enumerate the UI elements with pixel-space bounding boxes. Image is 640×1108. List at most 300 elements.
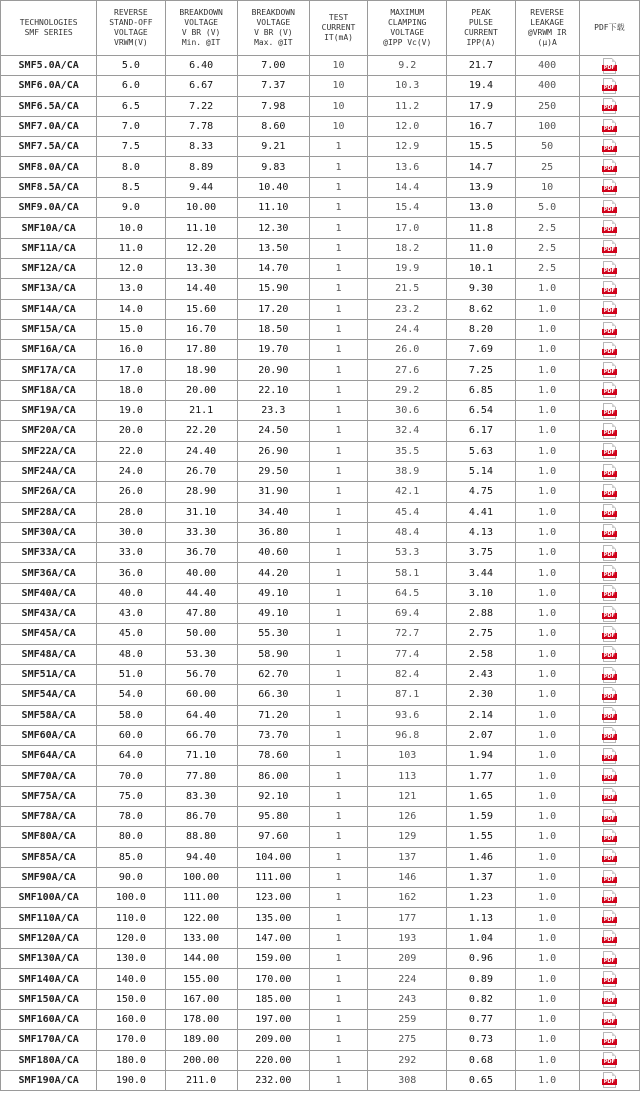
cell-model: SMF160A/CA xyxy=(1,1010,96,1029)
pdf-download-icon[interactable] xyxy=(603,342,616,358)
cell-reverse-leakage: 1.0 xyxy=(516,584,579,603)
pdf-download-cell xyxy=(580,827,639,846)
cell-stand-off-voltage: 75.0 xyxy=(97,787,164,806)
cell-stand-off-voltage: 13.0 xyxy=(97,279,164,298)
table-row xyxy=(1,685,639,704)
cell-reverse-leakage: 5.0 xyxy=(516,198,579,217)
cell-reverse-leakage: 1.0 xyxy=(516,726,579,745)
cell-breakdown-max: 12.30 xyxy=(238,218,309,237)
cell-clamping-voltage: 30.6 xyxy=(368,401,446,420)
cell-breakdown-max: 20.90 xyxy=(238,360,309,379)
table-row xyxy=(1,563,639,582)
cell-breakdown-min: 18.90 xyxy=(166,360,237,379)
pdf-icon-fold xyxy=(612,951,616,955)
cell-test-current: 1 xyxy=(310,584,367,603)
pdf-download-cell xyxy=(580,969,639,988)
pdf-download-icon[interactable] xyxy=(603,910,616,926)
table-row xyxy=(1,645,639,664)
pdf-download-icon[interactable] xyxy=(603,139,616,155)
cell-model: SMF150A/CA xyxy=(1,990,96,1009)
cell-stand-off-voltage: 110.0 xyxy=(97,908,164,927)
cell-test-current: 10 xyxy=(310,76,367,95)
pdf-download-icon[interactable] xyxy=(603,870,616,886)
cell-test-current: 1 xyxy=(310,462,367,481)
pdf-download-icon[interactable] xyxy=(603,261,616,277)
cell-breakdown-min: 28.90 xyxy=(166,482,237,501)
pdf-download-icon[interactable] xyxy=(603,403,616,419)
cell-reverse-leakage: 25 xyxy=(516,157,579,176)
pdf-icon-label: PDF xyxy=(603,978,615,984)
cell-reverse-leakage: 1.0 xyxy=(516,746,579,765)
cell-stand-off-voltage: 140.0 xyxy=(97,969,164,988)
pdf-icon-fold xyxy=(612,910,616,914)
pdf-download-cell xyxy=(580,56,639,75)
cell-clamping-voltage: 77.4 xyxy=(368,645,446,664)
pdf-download-cell xyxy=(580,807,639,826)
table-row xyxy=(1,381,639,400)
cell-peak-pulse-current: 1.55 xyxy=(447,827,514,846)
cell-reverse-leakage: 1.0 xyxy=(516,807,579,826)
pdf-download-icon[interactable] xyxy=(603,464,616,480)
cell-test-current: 1 xyxy=(310,949,367,968)
table-row xyxy=(1,401,639,420)
cell-test-current: 1 xyxy=(310,279,367,298)
cell-breakdown-max: 197.00 xyxy=(238,1010,309,1029)
pdf-download-cell xyxy=(580,1051,639,1070)
cell-peak-pulse-current: 11.0 xyxy=(447,239,514,258)
cell-clamping-voltage: 26.0 xyxy=(368,340,446,359)
pdf-download-cell xyxy=(580,868,639,887)
pdf-icon-label: PDF xyxy=(603,572,615,579)
cell-peak-pulse-current: 19.4 xyxy=(447,76,514,95)
pdf-icon-fold xyxy=(612,626,616,630)
cell-breakdown-min: 15.60 xyxy=(166,300,237,319)
pdf-icon-label: PDF xyxy=(603,328,615,335)
cell-breakdown-max: 31.90 xyxy=(238,482,309,501)
cell-breakdown-max: 62.70 xyxy=(238,665,309,684)
cell-clamping-voltage: 45.4 xyxy=(368,503,446,522)
cell-breakdown-max: 92.10 xyxy=(238,787,309,806)
pdf-download-cell xyxy=(580,746,639,765)
cell-peak-pulse-current: 7.25 xyxy=(447,360,514,379)
cell-test-current: 1 xyxy=(310,888,367,907)
cell-breakdown-min: 31.10 xyxy=(166,503,237,522)
pdf-download-icon[interactable] xyxy=(603,667,616,683)
table-row xyxy=(1,239,639,258)
cell-breakdown-min: 10.00 xyxy=(166,198,237,217)
cell-stand-off-voltage: 90.0 xyxy=(97,868,164,887)
pdf-download-icon[interactable] xyxy=(603,200,616,216)
cell-peak-pulse-current: 16.7 xyxy=(447,117,514,136)
cell-reverse-leakage: 1.0 xyxy=(516,848,579,867)
pdf-download-icon[interactable] xyxy=(603,727,616,743)
cell-clamping-voltage: 12.0 xyxy=(368,117,446,136)
pdf-icon-fold xyxy=(612,768,616,772)
cell-breakdown-min: 22.20 xyxy=(166,421,237,440)
pdf-download-icon[interactable] xyxy=(603,930,616,946)
cell-stand-off-voltage: 78.0 xyxy=(97,807,164,826)
cell-breakdown-min: 6.40 xyxy=(166,56,237,75)
cell-peak-pulse-current: 1.65 xyxy=(447,787,514,806)
pdf-download-cell xyxy=(580,908,639,927)
pdf-download-icon[interactable] xyxy=(603,971,616,987)
cell-test-current: 1 xyxy=(310,360,367,379)
cell-reverse-leakage: 1.0 xyxy=(516,442,579,461)
pdf-download-icon[interactable] xyxy=(603,220,616,236)
cell-breakdown-min: 86.70 xyxy=(166,807,237,826)
pdf-download-icon[interactable] xyxy=(603,362,616,378)
cell-reverse-leakage: 1.0 xyxy=(516,665,579,684)
cell-breakdown-min: 53.30 xyxy=(166,645,237,664)
cell-clamping-voltage: 193 xyxy=(368,929,446,948)
header-test-current: TEST CURRENT IT(mA) xyxy=(310,1,367,55)
cell-model: SMF110A/CA xyxy=(1,908,96,927)
cell-breakdown-min: 60.00 xyxy=(166,685,237,704)
cell-model: SMF13A/CA xyxy=(1,279,96,298)
pdf-download-icon[interactable] xyxy=(603,849,616,865)
cell-test-current: 1 xyxy=(310,787,367,806)
cell-breakdown-max: 17.20 xyxy=(238,300,309,319)
cell-breakdown-max: 147.00 xyxy=(238,929,309,948)
cell-breakdown-max: 10.40 xyxy=(238,178,309,197)
pdf-download-cell xyxy=(580,665,639,684)
cell-clamping-voltage: 96.8 xyxy=(368,726,446,745)
cell-stand-off-voltage: 20.0 xyxy=(97,421,164,440)
pdf-download-cell xyxy=(580,624,639,643)
cell-stand-off-voltage: 16.0 xyxy=(97,340,164,359)
pdf-download-icon[interactable] xyxy=(603,951,616,967)
table-row xyxy=(1,584,639,603)
pdf-icon-label: PDF xyxy=(603,551,615,558)
pdf-icon-fold xyxy=(612,585,616,589)
pdf-icon-label: PDF xyxy=(603,1079,615,1086)
pdf-icon-fold xyxy=(612,991,616,995)
pdf-download-cell xyxy=(580,401,639,420)
cell-stand-off-voltage: 17.0 xyxy=(97,360,164,379)
cell-breakdown-min: 12.20 xyxy=(166,239,237,258)
cell-model: SMF10A/CA xyxy=(1,218,96,237)
cell-breakdown-max: 159.00 xyxy=(238,949,309,968)
header-peak-pulse-current: PEAK PULSE CURRENT IPP(A) xyxy=(447,1,514,55)
cell-peak-pulse-current: 3.44 xyxy=(447,563,514,582)
cell-peak-pulse-current: 2.07 xyxy=(447,726,514,745)
pdf-download-icon[interactable] xyxy=(603,768,616,784)
pdf-download-icon[interactable] xyxy=(603,545,616,561)
pdf-download-icon[interactable] xyxy=(603,606,616,622)
pdf-download-cell xyxy=(580,442,639,461)
pdf-icon-fold xyxy=(612,687,616,691)
cell-stand-off-voltage: 80.0 xyxy=(97,827,164,846)
pdf-download-icon[interactable] xyxy=(603,991,616,1007)
pdf-icon-label: PDF xyxy=(603,592,615,599)
pdf-icon-fold xyxy=(612,281,616,285)
cell-model: SMF78A/CA xyxy=(1,807,96,826)
cell-stand-off-voltage: 43.0 xyxy=(97,604,164,623)
cell-peak-pulse-current: 2.58 xyxy=(447,645,514,664)
cell-test-current: 10 xyxy=(310,117,367,136)
cell-model: SMF120A/CA xyxy=(1,929,96,948)
pdf-icon-label: PDF xyxy=(603,632,615,639)
cell-reverse-leakage: 1.0 xyxy=(516,706,579,725)
pdf-icon-label: PDF xyxy=(603,876,615,883)
cell-breakdown-max: 18.50 xyxy=(238,320,309,339)
cell-model: SMF6.5A/CA xyxy=(1,97,96,116)
cell-model: SMF40A/CA xyxy=(1,584,96,603)
cell-model: SMF9.0A/CA xyxy=(1,198,96,217)
pdf-download-icon[interactable] xyxy=(603,788,616,804)
cell-clamping-voltage: 42.1 xyxy=(368,482,446,501)
pdf-download-icon[interactable] xyxy=(603,504,616,520)
cell-breakdown-min: 71.10 xyxy=(166,746,237,765)
cell-stand-off-voltage: 130.0 xyxy=(97,949,164,968)
cell-peak-pulse-current: 4.75 xyxy=(447,482,514,501)
cell-breakdown-max: 19.70 xyxy=(238,340,309,359)
pdf-download-icon[interactable] xyxy=(603,179,616,195)
pdf-download-icon[interactable] xyxy=(603,159,616,175)
cell-peak-pulse-current: 6.85 xyxy=(447,381,514,400)
cell-test-current: 1 xyxy=(310,685,367,704)
pdf-download-icon[interactable] xyxy=(603,484,616,500)
cell-breakdown-max: 34.40 xyxy=(238,503,309,522)
cell-breakdown-min: 167.00 xyxy=(166,990,237,1009)
cell-clamping-voltage: 24.4 xyxy=(368,320,446,339)
cell-model: SMF75A/CA xyxy=(1,787,96,806)
pdf-download-icon[interactable] xyxy=(603,78,616,94)
cell-model: SMF20A/CA xyxy=(1,421,96,440)
pdf-icon-fold xyxy=(612,930,616,934)
cell-clamping-voltage: 292 xyxy=(368,1051,446,1070)
cell-breakdown-max: 49.10 xyxy=(238,604,309,623)
cell-stand-off-voltage: 150.0 xyxy=(97,990,164,1009)
table-row xyxy=(1,340,639,359)
cell-peak-pulse-current: 11.8 xyxy=(447,218,514,237)
cell-reverse-leakage: 1.0 xyxy=(516,827,579,846)
cell-stand-off-voltage: 28.0 xyxy=(97,503,164,522)
pdf-download-icon[interactable] xyxy=(603,1072,616,1088)
cell-stand-off-voltage: 26.0 xyxy=(97,482,164,501)
pdf-download-icon[interactable] xyxy=(603,524,616,540)
cell-clamping-voltage: 137 xyxy=(368,848,446,867)
cell-breakdown-min: 133.00 xyxy=(166,929,237,948)
pdf-download-cell xyxy=(580,1071,639,1090)
cell-breakdown-min: 8.33 xyxy=(166,137,237,156)
cell-reverse-leakage: 1.0 xyxy=(516,523,579,542)
cell-breakdown-max: 185.00 xyxy=(238,990,309,1009)
pdf-icon-fold xyxy=(612,423,616,427)
cell-stand-off-voltage: 7.5 xyxy=(97,137,164,156)
pdf-download-cell xyxy=(580,137,639,156)
pdf-download-icon[interactable] xyxy=(603,646,616,662)
cell-test-current: 1 xyxy=(310,645,367,664)
pdf-download-cell xyxy=(580,604,639,623)
cell-breakdown-min: 13.30 xyxy=(166,259,237,278)
pdf-download-cell xyxy=(580,239,639,258)
cell-model: SMF140A/CA xyxy=(1,969,96,988)
pdf-icon-label: PDF xyxy=(603,856,615,863)
pdf-icon-label: PDF xyxy=(603,429,615,436)
cell-model: SMF15A/CA xyxy=(1,320,96,339)
table-row xyxy=(1,503,639,522)
cell-test-current: 1 xyxy=(310,624,367,643)
cell-model: SMF60A/CA xyxy=(1,726,96,745)
cell-model: SMF19A/CA xyxy=(1,401,96,420)
pdf-download-icon[interactable] xyxy=(603,1012,616,1028)
pdf-download-icon[interactable] xyxy=(603,1032,616,1048)
table-row xyxy=(1,990,639,1009)
cell-peak-pulse-current: 6.17 xyxy=(447,421,514,440)
cell-clamping-voltage: 126 xyxy=(368,807,446,826)
cell-breakdown-max: 8.60 xyxy=(238,117,309,136)
cell-reverse-leakage: 1.0 xyxy=(516,685,579,704)
pdf-icon-label: PDF xyxy=(603,957,615,964)
cell-stand-off-voltage: 85.0 xyxy=(97,848,164,867)
pdf-download-icon[interactable] xyxy=(603,281,616,297)
pdf-download-icon[interactable] xyxy=(603,565,616,581)
pdf-download-icon[interactable] xyxy=(603,809,616,825)
cell-model: SMF43A/CA xyxy=(1,604,96,623)
pdf-download-icon[interactable] xyxy=(603,240,616,256)
cell-model: SMF30A/CA xyxy=(1,523,96,542)
pdf-icon-label: PDF xyxy=(603,267,615,274)
pdf-download-icon[interactable] xyxy=(603,890,616,906)
cell-test-current: 1 xyxy=(310,990,367,1009)
pdf-download-icon[interactable] xyxy=(603,382,616,398)
cell-breakdown-min: 8.89 xyxy=(166,157,237,176)
pdf-icon-label: PDF xyxy=(603,470,615,477)
pdf-download-cell xyxy=(580,259,639,278)
cell-peak-pulse-current: 1.59 xyxy=(447,807,514,826)
cell-breakdown-max: 24.50 xyxy=(238,421,309,440)
cell-breakdown-min: 94.40 xyxy=(166,848,237,867)
pdf-download-cell xyxy=(580,421,639,440)
header-clamping-voltage: MAXIMUM CLAMPING VOLTAGE @IPP Vc(V) xyxy=(368,1,446,55)
cell-peak-pulse-current: 2.43 xyxy=(447,665,514,684)
cell-clamping-voltage: 259 xyxy=(368,1010,446,1029)
cell-breakdown-min: 7.22 xyxy=(166,97,237,116)
cell-reverse-leakage: 1.0 xyxy=(516,766,579,785)
table-row xyxy=(1,706,639,725)
pdf-icon-fold xyxy=(612,58,616,62)
pdf-download-cell xyxy=(580,76,639,95)
pdf-download-cell xyxy=(580,990,639,1009)
pdf-icon-label: PDF xyxy=(603,247,615,254)
cell-clamping-voltage: 146 xyxy=(368,868,446,887)
pdf-icon-label: PDF xyxy=(603,653,615,660)
pdf-download-icon[interactable] xyxy=(603,119,616,135)
pdf-icon-label: PDF xyxy=(603,308,615,315)
cell-stand-off-voltage: 6.0 xyxy=(97,76,164,95)
cell-breakdown-max: 44.20 xyxy=(238,563,309,582)
pdf-icon-fold xyxy=(612,220,616,224)
cell-reverse-leakage: 1.0 xyxy=(516,969,579,988)
pdf-download-cell xyxy=(580,1010,639,1029)
cell-stand-off-voltage: 7.0 xyxy=(97,117,164,136)
cell-test-current: 1 xyxy=(310,421,367,440)
pdf-download-cell xyxy=(580,218,639,237)
cell-breakdown-max: 220.00 xyxy=(238,1051,309,1070)
table-row xyxy=(1,929,639,948)
cell-test-current: 1 xyxy=(310,482,367,501)
cell-reverse-leakage: 1.0 xyxy=(516,482,579,501)
cell-peak-pulse-current: 3.10 xyxy=(447,584,514,603)
cell-breakdown-min: 50.00 xyxy=(166,624,237,643)
table-row xyxy=(1,888,639,907)
cell-breakdown-min: 100.00 xyxy=(166,868,237,887)
cell-stand-off-voltage: 48.0 xyxy=(97,645,164,664)
cell-stand-off-voltage: 5.0 xyxy=(97,56,164,75)
cell-test-current: 1 xyxy=(310,1030,367,1049)
cell-stand-off-voltage: 60.0 xyxy=(97,726,164,745)
cell-test-current: 1 xyxy=(310,523,367,542)
pdf-download-cell xyxy=(580,381,639,400)
pdf-download-icon[interactable] xyxy=(603,443,616,459)
cell-clamping-voltage: 23.2 xyxy=(368,300,446,319)
cell-model: SMF14A/CA xyxy=(1,300,96,319)
table-row xyxy=(1,665,639,684)
table-row xyxy=(1,76,639,95)
pdf-icon-fold xyxy=(612,261,616,265)
pdf-download-icon[interactable] xyxy=(603,748,616,764)
pdf-download-icon[interactable] xyxy=(603,423,616,439)
cell-breakdown-min: 44.40 xyxy=(166,584,237,603)
pdf-icon-fold xyxy=(612,484,616,488)
pdf-icon-label: PDF xyxy=(603,795,615,802)
pdf-download-icon[interactable] xyxy=(603,301,616,317)
header-breakdown-max: BREAKDOWN VOLTAGE V BR (V) Max. @IT xyxy=(238,1,309,55)
cell-breakdown-min: 21.1 xyxy=(166,401,237,420)
table-row xyxy=(1,442,639,461)
cell-peak-pulse-current: 9.30 xyxy=(447,279,514,298)
cell-stand-off-voltage: 120.0 xyxy=(97,929,164,948)
cell-stand-off-voltage: 58.0 xyxy=(97,706,164,725)
cell-reverse-leakage: 2.5 xyxy=(516,259,579,278)
table-body xyxy=(1,56,639,1090)
pdf-download-cell xyxy=(580,726,639,745)
pdf-icon-label: PDF xyxy=(603,1038,615,1045)
cell-test-current: 1 xyxy=(310,827,367,846)
cell-test-current: 1 xyxy=(310,665,367,684)
pdf-download-icon[interactable] xyxy=(603,829,616,845)
cell-test-current: 1 xyxy=(310,969,367,988)
cell-stand-off-voltage: 36.0 xyxy=(97,563,164,582)
cell-clamping-voltage: 11.2 xyxy=(368,97,446,116)
pdf-icon-fold xyxy=(612,606,616,610)
pdf-download-icon[interactable] xyxy=(603,322,616,338)
cell-test-current: 1 xyxy=(310,300,367,319)
pdf-download-cell xyxy=(580,787,639,806)
pdf-download-icon[interactable] xyxy=(603,1052,616,1068)
cell-peak-pulse-current: 6.54 xyxy=(447,401,514,420)
pdf-download-icon[interactable] xyxy=(603,98,616,114)
pdf-download-icon[interactable] xyxy=(603,58,616,74)
cell-stand-off-voltage: 40.0 xyxy=(97,584,164,603)
cell-test-current: 1 xyxy=(310,868,367,887)
cell-breakdown-min: 33.30 xyxy=(166,523,237,542)
cell-test-current: 1 xyxy=(310,218,367,237)
pdf-download-icon[interactable] xyxy=(603,626,616,642)
cell-test-current: 1 xyxy=(310,706,367,725)
cell-test-current: 1 xyxy=(310,239,367,258)
pdf-download-icon[interactable] xyxy=(603,707,616,723)
cell-reverse-leakage: 1.0 xyxy=(516,320,579,339)
cell-peak-pulse-current: 4.13 xyxy=(447,523,514,542)
pdf-download-icon[interactable] xyxy=(603,585,616,601)
pdf-icon-fold xyxy=(612,139,616,143)
pdf-download-icon[interactable] xyxy=(603,687,616,703)
cell-clamping-voltage: 64.5 xyxy=(368,584,446,603)
table-row xyxy=(1,543,639,562)
header-pdf-download: PDF下载 xyxy=(580,1,639,55)
